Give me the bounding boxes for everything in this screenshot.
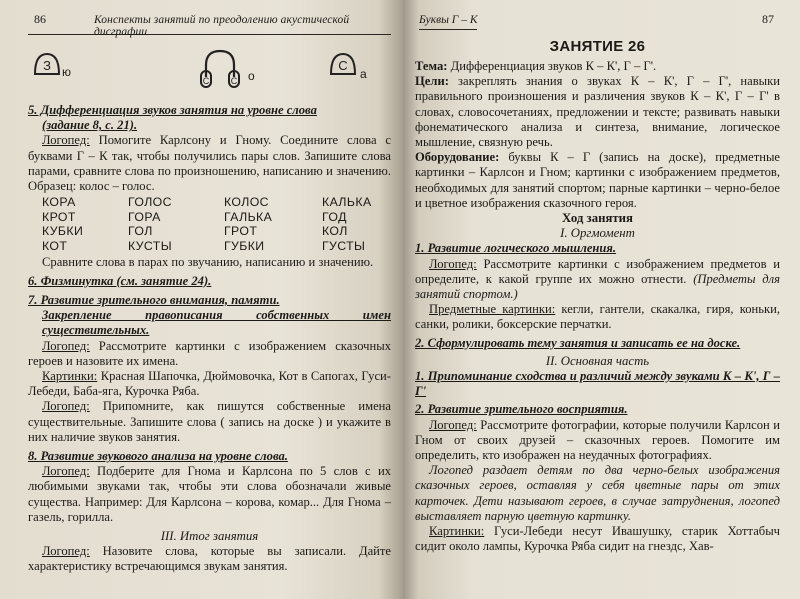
right-running-header — [415, 8, 780, 34]
section-5-heading: 5. Дифференциация звуков занятия на уровне слова — [28, 103, 317, 117]
goals-label: Цели: — [415, 74, 449, 89]
equipment-para — [415, 150, 780, 211]
word: ГОД — [322, 209, 347, 224]
final-para — [28, 544, 391, 574]
word: КРОТ — [42, 209, 76, 224]
paragraph-text: Назовите слова, которые вы записали. Дайте характеристику встречающимся звукам занятия. — [28, 544, 391, 574]
svg-text:С: С — [338, 58, 348, 73]
paragraph-text: Рассмотрите картинки с изображением предметов и определите, к какой группе их можно отнести. — [415, 256, 780, 286]
word: ГОЛ — [128, 224, 153, 239]
word: КОТ — [42, 239, 68, 253]
sound-caption: а — [360, 67, 367, 81]
section-5-instruction — [28, 133, 391, 194]
word: КОЛОС — [224, 195, 269, 210]
paragraph-text: кегли, гантели, скакалка, гиря, коньки, санки, ролики, боксерские перчатки. — [415, 302, 780, 332]
left-running-header — [28, 8, 391, 38]
tongue-in-mouth-icon — [32, 51, 62, 77]
main-1-heading: 1. Припоминание сходства и различий между звуками К – К', Г – Г' — [415, 369, 780, 399]
headphones-icon — [198, 47, 242, 91]
speaker-label: Логопед: — [42, 464, 90, 479]
main-2-heading: 2. Развитие зрительного восприятия. — [415, 402, 628, 417]
goals-para — [415, 74, 780, 150]
word: ГОРА — [128, 209, 161, 224]
section-5-after: Сравните слова в парах по звучанию, написанию и значению. — [42, 254, 374, 269]
paragraph-italic: (Предметы для занятий спортом.) — [415, 271, 781, 302]
equipment-label: Оборудование: — [415, 150, 500, 165]
word: КОРА — [42, 195, 76, 210]
goals-text: закреплять знания о звуках К – К', Г – Г', навыки правильного произношения и различения звуков К – К', Г – Г' в словах, словосочетаниях, предложении и тексте; развивать навыки фонематического анализа и синтеза, внимание, логическое мышление, связную речь. — [415, 74, 780, 150]
paragraph-text: Красная Шапочка, Дюймовочка, Кот в Сапогах, Гуси-Лебеди, Баба-яга, Курочка Ряба. — [28, 369, 391, 399]
svg-text:С: С — [202, 76, 210, 86]
speaker-label: Картинки: — [42, 369, 98, 384]
section-7-para-1 — [28, 339, 391, 369]
theme-label: Тема: — [415, 59, 448, 73]
paragraph-text: Рассмотрите картинки с изображением сказочных героев и назовите их имена. — [28, 338, 391, 368]
lesson-flow-heading: Ход занятия — [562, 211, 633, 226]
pictures-label: Предметные картинки: — [429, 302, 556, 317]
right-page-number: 87 — [762, 12, 774, 26]
org-2-heading: 2. Сформулировать тему занятия и записать ее на доске. — [415, 335, 741, 350]
lesson-title: ЗАНЯТИЕ 26 — [549, 38, 646, 55]
instruction-text: Помогите Карлсону и Гному. Соедините слова с буквами Г – К так, чтобы получились пары слов. Запишите слова парами, сравните слова по произношению, написанию и значению. Образец: колос – голос. — [28, 133, 391, 194]
left-page-number: 86 — [34, 12, 46, 26]
org-1-heading: 1. Развитие логического мышления. — [415, 241, 617, 256]
tongue-in-mouth-icon — [328, 51, 358, 77]
section-7-heading: 7. Развитие зрительного внимания, памяти. — [28, 293, 280, 307]
svg-text:З: З — [43, 58, 51, 73]
word: ГАЛЬКА — [224, 209, 273, 224]
theme-line — [415, 59, 780, 74]
pictures-label: Картинки: — [429, 524, 485, 539]
word: КУБКИ — [42, 224, 84, 239]
sound-caption: ю — [62, 65, 71, 79]
section-5-reference: (задание 8, с. 21). — [42, 118, 138, 133]
word: КОЛ — [322, 224, 348, 239]
speaker-label: Логопед: — [42, 544, 90, 559]
paragraph-text: Припомните, как пишутся собственные имена существительные. Запишите слова ( запись на доске ) и укажите в них наличие звуков занятия. — [28, 399, 391, 444]
speaker-label: Логопед: — [42, 338, 90, 353]
part-3-heading: III. Итог занятия — [160, 529, 259, 544]
main-2-para — [415, 418, 780, 464]
word: ГРОТ — [224, 224, 258, 239]
speaker-label: Логопед: — [429, 417, 477, 432]
right-page-text — [415, 59, 780, 555]
paragraph-text: Подберите для Гнома и Карлсона по 5 слов с их любимыми звуками так, чтобы эти слова обозначали живые существа. Например: Для Карлсона – корова, комар... Для Гнома – газель, горилла. — [28, 464, 391, 524]
part-1-heading: I. Оргмомент — [560, 226, 635, 241]
main-2-italic-para: Логопед раздает детям по два черно-белых изображения сказочных героев, оставляя у себя цветные пары от этих карточек. Дети называют героев, в случае затруднения, логопед выставляет парную цветную картинку. — [415, 463, 780, 523]
section-6-heading: 6. Физминутка (см. занятие 24). — [28, 273, 212, 288]
svg-text:С: С — [230, 76, 238, 86]
word: ГОЛОС — [128, 195, 172, 210]
word: ГУБКИ — [224, 239, 265, 253]
org-1-para — [415, 257, 780, 303]
word: КАЛЬКА — [322, 195, 372, 210]
word-pairs-table — [42, 195, 391, 253]
speaker-label: Логопед: — [42, 133, 90, 148]
section-7-subheading: Закрепление правописания собственных имен существительных. — [42, 308, 391, 338]
paragraph-text: Рассмотрите фотографии, которые получили Карлсон и Гном от своих друзей – сказочных героев. Помогите им определить, кто изображен на неудачных фотографиях. — [415, 417, 780, 463]
org-1-pictures — [415, 302, 780, 332]
left-running-title: Конспекты занятий по преодолению акустической дисграфии — [94, 14, 350, 38]
sound-images-row — [28, 47, 391, 103]
right-page — [403, 0, 800, 599]
theme-text: Дифференциация звуков К – К', Г – Г'. — [447, 59, 657, 73]
speaker-label: Логопед: — [429, 256, 477, 271]
word: КУСТЫ — [128, 239, 172, 253]
section-8-heading: 8. Развитие звукового анализа на уровне слова. — [28, 449, 288, 464]
part-2-heading: II. Основная часть — [545, 353, 650, 368]
section-7-para-2 — [28, 369, 391, 399]
right-running-title: Буквы Г – К — [419, 14, 477, 30]
section-7-para-3 — [28, 399, 391, 445]
equipment-text: буквы К – Г (запись на доске), предметные картинки – Карлсон и Гном; картинки с изображением предметов, необходимых для занятий спортом; парные картинки – черно-белое и цветное изображения сказочного героя. — [415, 150, 780, 210]
paragraph-text: Гуси-Лебеди несут Ивашушку, старик Хоттабыч сидит около лампы, Курочка Ряба сидит на гнездс, Хав- — [415, 524, 780, 554]
word: ГУСТЫ — [322, 239, 366, 253]
sound-caption: о — [248, 69, 255, 83]
left-page-text — [28, 103, 391, 575]
speaker-label: Логопед: — [42, 399, 90, 414]
main-2-pictures — [415, 524, 780, 554]
section-8-para — [28, 464, 391, 525]
